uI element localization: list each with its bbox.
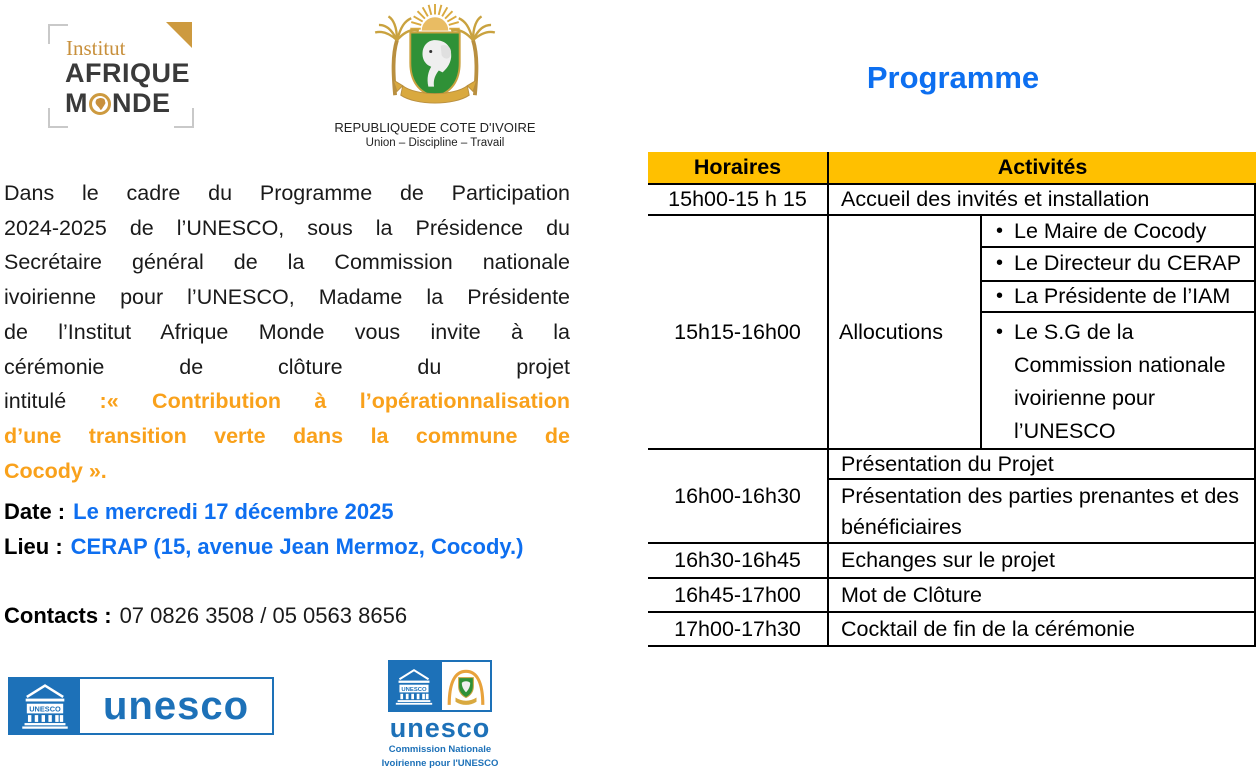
venue-label: Lieu : — [4, 534, 63, 559]
list-item — [982, 248, 1254, 281]
iam-logo-m: M — [65, 88, 88, 118]
header-horaires: Horaires — [648, 152, 829, 183]
iam-logo-afrique: AFRIQUE — [65, 58, 190, 88]
invitation-line — [4, 315, 570, 350]
commission-name-line2: Ivoirienne pour l'UNESCO — [381, 758, 499, 769]
country-name: REPUBLIQUEDE COTE D'IVOIRE — [334, 120, 536, 135]
bullet-icon: • — [996, 252, 1004, 275]
commission-name-line1: Commission Nationale — [388, 744, 492, 755]
commission-logo-marks — [375, 660, 505, 712]
emblem-caption — [320, 120, 550, 149]
programme-table — [648, 152, 1256, 647]
invitation-text: Secrétaire général de la Commission nationale — [4, 250, 570, 275]
svg-text:UNESCO: UNESCO — [401, 686, 427, 693]
invitation-line — [4, 419, 570, 454]
row-activity-stack — [829, 450, 1254, 542]
invitation-line — [4, 384, 570, 419]
date-value: Le mercredi 17 décembre 2025 — [73, 499, 394, 524]
invitation-line — [4, 454, 570, 489]
table-row — [648, 450, 1254, 544]
venue-value: CERAP (15, avenue Jean Mermoz, Cocody.) — [70, 534, 524, 559]
contacts-value: 07 0826 3508 / 05 0563 8656 — [119, 603, 408, 628]
invitation-highlight: d’une transition verte dans la commune de — [4, 423, 570, 448]
unesco-logo — [8, 677, 274, 735]
table-body — [648, 185, 1256, 647]
row-time: 16h45-17h00 — [648, 579, 829, 611]
invitation-highlight: :« Contribution à l’opérationnalisation — [99, 389, 570, 414]
invitation-paragraph — [4, 176, 570, 488]
list-item — [982, 216, 1254, 248]
invitation-line — [4, 211, 570, 246]
commission-logo — [375, 660, 505, 770]
unesco-temple-icon — [388, 660, 440, 712]
invitation-line — [4, 280, 570, 315]
unesco-wordmark-box — [80, 679, 272, 733]
africa-globe-icon — [89, 93, 111, 115]
unesco-wordmark: unesco — [102, 684, 250, 728]
date-label: Date : — [4, 499, 66, 524]
date-line — [4, 499, 394, 525]
row-time: 16h00-16h30 — [648, 450, 829, 542]
invitation-text: cérémonie de clôture du projet — [4, 354, 570, 379]
speaker-name: Le Maire de Cocody — [1014, 218, 1207, 243]
contacts-label: Contacts : — [4, 603, 112, 628]
row-time: 16h30-16h45 — [648, 544, 829, 577]
bracket-corner-icon — [48, 24, 68, 44]
list-item — [982, 313, 1254, 448]
invitation-text: de l’Institut Afrique Monde vous invite à la — [4, 319, 570, 344]
row-time: 17h00-17h30 — [648, 613, 829, 645]
triangle-corner-icon — [166, 22, 192, 48]
table-row — [648, 613, 1254, 647]
header-activites: Activités — [997, 155, 1088, 179]
mini-coat-of-arms-icon — [440, 660, 492, 712]
programme-title: Programme — [866, 60, 1040, 95]
unesco-temple-icon — [10, 679, 80, 733]
national-motto: Union – Discipline – Travail — [365, 137, 505, 149]
bullet-icon: • — [996, 219, 1004, 242]
iam-logo-institut: Institut — [66, 36, 126, 60]
unesco-wordmark: unesco — [389, 713, 491, 743]
invitation-text: ivoirienne pour l’UNESCO, Madame la Présidente — [4, 285, 570, 310]
invitation-line — [4, 350, 570, 385]
invitation-line — [4, 176, 570, 211]
bullet-icon: • — [996, 321, 1004, 343]
venue-line — [4, 534, 523, 560]
row-activity: Cocktail de fin de la cérémonie — [841, 616, 1135, 641]
row-activity-label: Allocutions — [829, 216, 982, 448]
invitation-text: 2024-2025 de l’UNESCO, sous la Présidence du — [4, 215, 570, 240]
invitation-text: Dans le cadre du Programme de Participation — [4, 181, 570, 205]
speaker-name: Le Directeur du CERAP — [1014, 251, 1242, 276]
iam-logo — [48, 16, 198, 128]
speaker-name: Le S.G de la Commission nationale ivoirienne pour l’UNESCO — [1014, 320, 1226, 443]
table-row — [648, 544, 1254, 579]
invitation-line — [4, 245, 570, 280]
contacts-line — [4, 603, 407, 629]
invitation-text: intitulé — [4, 389, 100, 414]
row-activity: Echanges sur le projet — [841, 548, 1055, 572]
bracket-corner-icon — [174, 108, 194, 128]
invitation-highlight: Cocody ». — [4, 458, 107, 483]
table-header-row — [648, 152, 1256, 185]
row-activity-split — [829, 216, 1254, 448]
svg-text:UNESCO: UNESCO — [29, 704, 61, 714]
table-row — [648, 185, 1254, 216]
table-row — [648, 216, 1254, 450]
speaker-name: La Présidente de l’IAM — [1014, 283, 1231, 308]
iam-logo-nde: NDE — [112, 88, 171, 118]
row-time: 15h00-15 h 15 — [648, 185, 829, 214]
activity-item: Présentation du Projet — [829, 450, 1254, 480]
row-time: 15h15-16h00 — [648, 216, 829, 448]
iam-logo-monde — [65, 88, 171, 119]
row-activity: Accueil des invités et installation — [841, 187, 1150, 211]
list-item — [982, 282, 1254, 313]
cote-divoire-coat-of-arms-icon — [368, 4, 502, 118]
row-activity: Mot de Clôture — [841, 582, 983, 607]
speaker-list — [982, 216, 1254, 448]
activity-item: Présentation des parties prenantes et des bénéficiaires — [841, 484, 1240, 539]
bullet-icon: • — [996, 284, 1004, 307]
table-row — [648, 579, 1254, 613]
